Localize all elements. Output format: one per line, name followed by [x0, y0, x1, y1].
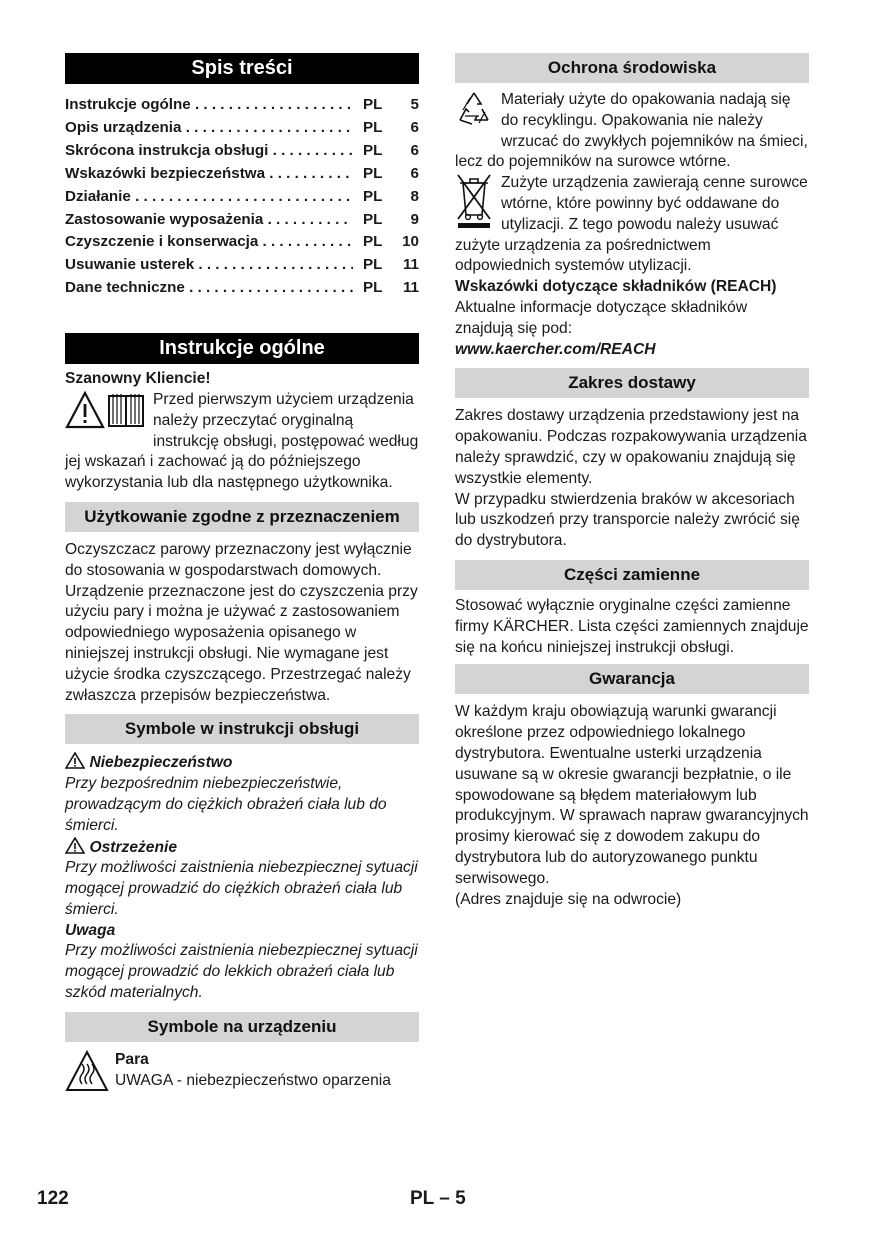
- toc-item-page: 6: [410, 141, 419, 159]
- weee-text: Zużyte urządzenia zawierają cenne surowce wtórne, które powinny być oddawane do utylizacji. Z tego powodu należy usuwać zużyte urządzenia za pośrednictwem odpowiednich systemów utylizacji.: [455, 174, 808, 275]
- toc-item-title: Instrukcje ogólne . . .: [65, 94, 353, 117]
- warning-triangle-icon: [65, 754, 89, 771]
- symbols-device-heading: Symbole na urządzeniu: [65, 1012, 419, 1042]
- environment-heading: Ochrona środowiska: [455, 53, 809, 83]
- danger-label: Niebezpieczeństwo: [89, 754, 233, 772]
- toc-item-page: 6: [410, 118, 419, 136]
- toc-row[interactable]: [65, 140, 419, 163]
- warning-text: Przy możliwości zaistnienia niebezpiecznej sytuacji mogącej prowadzić do ciężkich obrażeń ciała lub śmierci.: [65, 859, 418, 918]
- toc-item-lang: PL: [363, 141, 383, 159]
- toc-row[interactable]: [65, 163, 419, 186]
- footer-lang-page: [410, 1188, 466, 1210]
- toc-item-lang: PL: [363, 187, 383, 205]
- page-number: 122: [37, 1188, 69, 1209]
- toc-item-page: 11: [402, 256, 419, 274]
- toc-item-lang: PL: [363, 279, 383, 297]
- toc-item-title: Dane techniczne . . .: [65, 277, 353, 300]
- toc-item-lang: PL: [363, 164, 383, 182]
- toc-item-lang: PL: [363, 96, 383, 113]
- toc-row[interactable]: [65, 254, 419, 277]
- crossed-bin-icon: [455, 173, 493, 234]
- scope-p2: W przypadku stwierdzenia braków w akcesoriach lub uszkodzeń przy transporcie należy zwrócić się do dystrybutora.: [455, 490, 800, 550]
- warranty-address: (Adres znajduje się na odwrocie): [455, 890, 682, 908]
- reach-title: Wskazówki dotyczące składników (REACH): [455, 278, 777, 296]
- intended-use-p1: Oczyszczacz parowy przeznaczony jest wyłącznie do stosowania w gospodarstwach domowych.: [65, 540, 412, 579]
- warning-label: Ostrzeżenie: [89, 838, 177, 856]
- steam-text: UWAGA - niebezpieczeństwo oparzenia: [115, 1071, 391, 1089]
- scope-p1: Zakres dostawy urządzenia przedstawiony jest na opakowaniu. Podczas rozpakowywania urządzenia należy sprawdzić, czy w opakowaniu znajdują się wszystkie elementy.: [455, 407, 807, 487]
- toc-item-title: Skrócona instrukcja obsługi . . .: [65, 140, 353, 163]
- toc-row[interactable]: [65, 209, 419, 232]
- recycle-icon: [455, 90, 493, 133]
- toc-row[interactable]: [65, 277, 419, 300]
- caution-text: Przy możliwości zaistnienia niebezpiecznej sytuacji mogącej prowadzić do lekkich obrażeń ciała lub szkód materialnych.: [65, 942, 418, 1002]
- general-text: Przed pierwszym użyciem urządzenia należy przeczytać oryginalną instrukcję obsługi, postępować według jej wskazań i zachować ją do późniejszego wykorzystania lub dla następnego użytkownika.: [65, 390, 419, 492]
- warning-label-row: [65, 837, 419, 859]
- footer-subpage: – 5: [439, 1188, 466, 1209]
- steam-block: [65, 1050, 419, 1097]
- intended-use-heading: Użytkowanie zgodne z przeznaczeniem: [65, 502, 419, 532]
- spare-parts-text: Stosować wyłącznie oryginalne części zamienne firmy KÄRCHER. Lista części zamiennych znajduje się na końcu niniejszej instrukcji obsługi.: [455, 596, 809, 656]
- toc-item-lang: PL: [363, 233, 383, 251]
- reach-text: Aktualne informacje dotyczące składników znajdują się pod:: [455, 298, 748, 337]
- warning-manual-icon: [65, 390, 147, 435]
- hot-steam-warning-icon: [65, 1050, 109, 1097]
- weee-block: [455, 173, 809, 277]
- footer-lang: PL: [410, 1188, 434, 1209]
- steam-label: Para: [115, 1050, 149, 1068]
- toc-item-page: 8: [410, 187, 419, 205]
- symbols-manual-heading: Symbole w instrukcji obsługi: [65, 714, 419, 744]
- greeting: Szanowny Kliencie!: [65, 370, 211, 388]
- toc-item-lang: PL: [363, 256, 383, 274]
- toc-item-page: 10: [402, 233, 419, 251]
- toc-item-page: 11: [402, 279, 419, 297]
- reach-link[interactable]: www.kaercher.com/REACH: [455, 340, 656, 358]
- toc-item-title: Zastosowanie wyposażenia . . .: [65, 209, 353, 232]
- toc-heading: Spis treści: [65, 53, 419, 84]
- danger-label-row: [65, 752, 419, 774]
- warranty-text: W każdym kraju obowiązują warunki gwarancji określone przez odpowiedniego lokalnego dystrybutora. Ewentualne usterki urządzenia usuwane są w okresie gwarancji bezpłatnie, o ile spowodowane są błędem materiałowym lub produkcyjnym. W sprawach napraw gwarancyjnych prosimy kierować się z dowodem zakupu do dystrybutora lub do autoryzowanego punktu serwisowego.: [455, 703, 809, 887]
- toc-item-title: Wskazówki bezpieczeństwa . . .: [65, 163, 353, 186]
- toc-row[interactable]: [65, 186, 419, 209]
- toc-item-title: Czyszczenie i konserwacja . . .: [65, 231, 353, 254]
- toc-item-page: 6: [410, 164, 419, 182]
- spare-parts-heading: Części zamienne: [455, 560, 809, 590]
- scope-heading: Zakres dostawy: [455, 368, 809, 398]
- toc-item-title: Działanie . . .: [65, 186, 353, 209]
- toc-row[interactable]: [65, 231, 419, 254]
- right-column: [455, 53, 809, 910]
- warning-triangle-icon: [65, 839, 89, 856]
- warranty-heading: Gwarancja: [455, 664, 809, 694]
- recycle-text: Materiały użyte do opakowania nadają się do recyklingu. Opakowania nie należy wrzucać do zwykłych pojemników na śmieci, lecz do pojemników na surowce wtórne.: [455, 91, 808, 171]
- general-block: [65, 390, 419, 494]
- general-heading: Instrukcje ogólne: [65, 333, 419, 364]
- toc-item-page: 9: [410, 210, 419, 228]
- table-of-contents: [65, 94, 419, 300]
- toc-item-lang: PL: [363, 118, 383, 136]
- toc-row[interactable]: [65, 117, 419, 140]
- left-column: [65, 53, 419, 1097]
- danger-text: Przy bezpośrednim niebezpieczeństwie, prowadzącym do ciężkich obrażeń ciała lub do śmierci.: [65, 775, 387, 834]
- intended-use-p2: Urządzenie przeznaczone jest do czyszczenia przy użyciu pary i można je używać z zastosowaniem odpowiedniego wyposażenia opisanego w niniejszej instrukcji obsługi. Nie wymagane jest użycie środka czyszczącego. Przestrzegać należy zwłaszcza przepisów bezpieczeństwa.: [65, 582, 418, 704]
- toc-item-title: Usuwanie usterek . . .: [65, 254, 353, 277]
- caution-label: Uwaga: [65, 921, 116, 939]
- toc-item-page: 5: [410, 96, 419, 113]
- toc-row[interactable]: [65, 94, 419, 117]
- toc-item-title: Opis urządzenia . . .: [65, 117, 353, 140]
- recycle-block: [455, 90, 809, 173]
- toc-item-lang: PL: [363, 210, 383, 228]
